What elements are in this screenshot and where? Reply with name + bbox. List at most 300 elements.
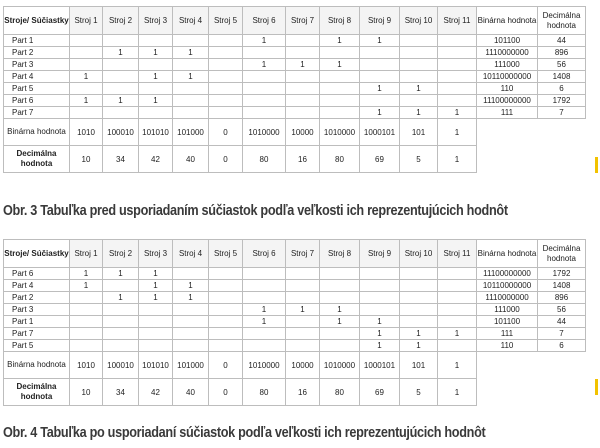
matrix-cell	[286, 95, 320, 107]
matrix-cell	[103, 35, 139, 47]
binary-total: 101000	[173, 119, 209, 146]
column-header: Stroj 5	[209, 7, 243, 35]
matrix-cell	[173, 316, 209, 328]
matrix-cell: 1	[103, 268, 139, 280]
binary-total: 101	[400, 352, 438, 379]
matrix-cell	[243, 268, 286, 280]
figure-3-caption: Obr. 3 Tabuľka pred usporiadaním súčiastok podľa veľkosti ich reprezentujúcich hodnôt	[3, 203, 508, 219]
decimal-value: 1792	[538, 95, 586, 107]
matrix-cell	[360, 280, 400, 292]
matrix-cell	[209, 83, 243, 95]
matrix-cell: 1	[139, 268, 173, 280]
matrix-cell	[70, 47, 103, 59]
decimal-value: 7	[538, 328, 586, 340]
matrix-cell	[209, 107, 243, 119]
matrix-cell	[209, 328, 243, 340]
matrix-cell	[438, 268, 477, 280]
matrix-cell	[173, 340, 209, 352]
matrix-cell	[438, 340, 477, 352]
column-header: Stroj 9	[360, 240, 400, 268]
decimal-total: 5	[400, 379, 438, 406]
decimal-total: 1	[438, 146, 477, 173]
binary-total: 10000	[286, 352, 320, 379]
matrix-cell	[320, 292, 360, 304]
matrix-cell	[286, 316, 320, 328]
matrix-cell: 1	[70, 95, 103, 107]
decimal-total: 80	[243, 146, 286, 173]
row-label: Part 7	[4, 328, 70, 340]
matrix-cell	[209, 59, 243, 71]
binary-row	[4, 352, 586, 379]
decimal-total: 0	[209, 146, 243, 173]
matrix-cell: 1	[139, 47, 173, 59]
decimal-total: 80	[243, 379, 286, 406]
matrix-cell	[286, 107, 320, 119]
figure-4-caption: Obr. 4 Tabuľka po usporiadaní súčiastok podľa veľkosti ich reprezentujúcich hodnôt	[3, 425, 486, 441]
matrix-cell	[360, 304, 400, 316]
decimal-total: 34	[103, 146, 139, 173]
binary-header: Binárna hodnota	[477, 240, 538, 268]
binary-total: 1000101	[360, 119, 400, 146]
matrix-cell	[139, 328, 173, 340]
column-header: Stroj 8	[320, 7, 360, 35]
table-row	[4, 292, 586, 304]
column-header: Stroj 1	[70, 7, 103, 35]
matrix-cell	[209, 280, 243, 292]
matrix-cell	[103, 340, 139, 352]
table-row	[4, 83, 586, 95]
decimal-total: 80	[320, 146, 360, 173]
decimal-total: 16	[286, 146, 320, 173]
column-header: Stroj 7	[286, 240, 320, 268]
matrix-cell	[438, 280, 477, 292]
matrix-cell	[320, 280, 360, 292]
matrix-cell	[103, 83, 139, 95]
matrix-cell	[360, 95, 400, 107]
corner-header: Stroje/ Súčiastky	[4, 240, 70, 268]
matrix-cell	[400, 47, 438, 59]
row-label: Part 4	[4, 280, 70, 292]
matrix-cell	[438, 292, 477, 304]
matrix-cell	[360, 47, 400, 59]
matrix-cell	[438, 35, 477, 47]
matrix-cell	[103, 328, 139, 340]
column-header: Stroj 9	[360, 7, 400, 35]
binary-value: 110	[477, 83, 538, 95]
empty-cell	[477, 119, 586, 146]
matrix-cell	[173, 83, 209, 95]
row-label: Part 2	[4, 47, 70, 59]
matrix-cell	[209, 71, 243, 83]
table-row	[4, 268, 586, 280]
table-row	[4, 316, 586, 328]
binary-value: 111	[477, 328, 538, 340]
matrix-cell	[320, 47, 360, 59]
matrix-cell	[70, 83, 103, 95]
matrix-cell	[400, 268, 438, 280]
decimal-total: 40	[173, 146, 209, 173]
matrix-cell	[139, 304, 173, 316]
matrix-cell: 1	[173, 71, 209, 83]
matrix-cell	[286, 340, 320, 352]
row-label: Part 3	[4, 59, 70, 71]
column-header: Stroj 2	[103, 7, 139, 35]
matrix-cell	[400, 292, 438, 304]
matrix-cell	[438, 59, 477, 71]
table-before-sort	[3, 6, 586, 173]
matrix-cell	[209, 47, 243, 59]
matrix-cell	[286, 71, 320, 83]
matrix-cell: 1	[139, 292, 173, 304]
column-header: Stroj 6	[243, 7, 286, 35]
matrix-cell: 1	[70, 268, 103, 280]
matrix-cell	[243, 328, 286, 340]
matrix-cell	[173, 304, 209, 316]
matrix-cell	[243, 95, 286, 107]
column-header: Stroj 2	[103, 240, 139, 268]
binary-row-label: Binárna hodnota	[4, 352, 70, 379]
decimal-total: 1	[438, 379, 477, 406]
decimal-header: Decimálna hodnota	[538, 7, 586, 35]
matrix-cell: 1	[320, 59, 360, 71]
matrix-cell	[103, 316, 139, 328]
matrix-cell	[286, 83, 320, 95]
matrix-cell	[70, 59, 103, 71]
decimal-value: 896	[538, 292, 586, 304]
matrix-cell	[400, 304, 438, 316]
binary-value: 101100	[477, 316, 538, 328]
decimal-total: 0	[209, 379, 243, 406]
table-row	[4, 328, 586, 340]
matrix-cell	[70, 35, 103, 47]
matrix-cell	[70, 316, 103, 328]
matrix-cell	[70, 107, 103, 119]
decimal-value: 6	[538, 83, 586, 95]
decimal-total: 10	[70, 146, 103, 173]
row-label: Part 6	[4, 268, 70, 280]
matrix-cell	[286, 47, 320, 59]
matrix-cell	[438, 95, 477, 107]
binary-total: 101010	[139, 352, 173, 379]
row-label: Part 7	[4, 107, 70, 119]
column-header: Stroj 4	[173, 7, 209, 35]
decimal-value: 44	[538, 316, 586, 328]
decimal-value: 1792	[538, 268, 586, 280]
column-header: Stroj 4	[173, 240, 209, 268]
binary-total: 10000	[286, 119, 320, 146]
matrix-cell	[209, 268, 243, 280]
binary-value: 111000	[477, 304, 538, 316]
decimal-total: 10	[70, 379, 103, 406]
matrix-cell: 1	[360, 340, 400, 352]
matrix-cell	[103, 107, 139, 119]
matrix-cell: 1	[243, 316, 286, 328]
matrix-cell	[438, 316, 477, 328]
decimal-total: 80	[320, 379, 360, 406]
decimal-total: 42	[139, 379, 173, 406]
decimal-value: 56	[538, 304, 586, 316]
matrix-cell	[209, 316, 243, 328]
binary-total: 1010	[70, 119, 103, 146]
matrix-cell: 1	[400, 340, 438, 352]
table-row	[4, 59, 586, 71]
matrix-cell	[209, 35, 243, 47]
table-row	[4, 340, 586, 352]
corner-header: Stroje/ Súčiastky	[4, 7, 70, 35]
row-label: Part 1	[4, 35, 70, 47]
matrix-cell	[243, 107, 286, 119]
matrix-cell	[243, 71, 286, 83]
decimal-value: 1408	[538, 71, 586, 83]
matrix-cell: 1	[103, 292, 139, 304]
row-label: Part 5	[4, 340, 70, 352]
matrix-cell: 1	[243, 304, 286, 316]
matrix-cell: 1	[286, 59, 320, 71]
matrix-cell	[400, 95, 438, 107]
decimal-value: 896	[538, 47, 586, 59]
matrix-cell: 1	[438, 328, 477, 340]
binary-total: 1	[438, 119, 477, 146]
matrix-cell: 1	[70, 71, 103, 83]
matrix-cell	[139, 340, 173, 352]
decimal-value: 1408	[538, 280, 586, 292]
binary-total: 101	[400, 119, 438, 146]
matrix-cell	[286, 268, 320, 280]
binary-value: 11100000000	[477, 268, 538, 280]
matrix-cell	[103, 304, 139, 316]
matrix-cell	[209, 95, 243, 107]
matrix-cell	[400, 71, 438, 83]
matrix-cell: 1	[320, 316, 360, 328]
column-header: Stroj 10	[400, 7, 438, 35]
decimal-row-label: Decimálna hodnota	[4, 379, 70, 406]
column-header: Stroj 3	[139, 7, 173, 35]
table-row	[4, 280, 586, 292]
matrix-cell	[103, 59, 139, 71]
matrix-cell	[320, 95, 360, 107]
binary-value: 11100000000	[477, 95, 538, 107]
binary-total: 1010000	[320, 119, 360, 146]
matrix-cell	[70, 328, 103, 340]
binary-total: 0	[209, 119, 243, 146]
decimal-total: 40	[173, 379, 209, 406]
matrix-cell	[320, 107, 360, 119]
matrix-cell	[286, 280, 320, 292]
matrix-cell	[173, 59, 209, 71]
binary-row	[4, 119, 586, 146]
matrix-cell	[139, 316, 173, 328]
column-header: Stroj 6	[243, 240, 286, 268]
matrix-cell	[70, 304, 103, 316]
decimal-total: 16	[286, 379, 320, 406]
matrix-cell	[360, 292, 400, 304]
matrix-cell	[438, 47, 477, 59]
matrix-cell: 1	[400, 328, 438, 340]
matrix-cell	[139, 83, 173, 95]
matrix-cell	[139, 35, 173, 47]
matrix-cell	[400, 35, 438, 47]
matrix-cell	[173, 268, 209, 280]
matrix-cell	[286, 328, 320, 340]
matrix-cell	[243, 47, 286, 59]
table-row	[4, 304, 586, 316]
matrix-cell: 1	[139, 71, 173, 83]
decimal-total: 69	[360, 146, 400, 173]
matrix-cell: 1	[320, 35, 360, 47]
matrix-cell	[400, 280, 438, 292]
matrix-cell: 1	[400, 107, 438, 119]
header-row	[4, 7, 586, 35]
matrix-cell	[139, 107, 173, 119]
table-row	[4, 95, 586, 107]
row-label: Part 3	[4, 304, 70, 316]
row-label: Part 4	[4, 71, 70, 83]
matrix-cell: 1	[360, 107, 400, 119]
matrix-cell	[360, 71, 400, 83]
decimal-value: 56	[538, 59, 586, 71]
matrix-cell: 1	[139, 280, 173, 292]
matrix-cell	[209, 340, 243, 352]
matrix-cell	[173, 35, 209, 47]
decimal-total: 69	[360, 379, 400, 406]
column-header: Stroj 11	[438, 7, 477, 35]
row-label: Part 2	[4, 292, 70, 304]
matrix-cell	[209, 292, 243, 304]
column-header: Stroj 10	[400, 240, 438, 268]
binary-total: 101000	[173, 352, 209, 379]
decimal-value: 44	[538, 35, 586, 47]
matrix-cell	[320, 340, 360, 352]
binary-total: 100010	[103, 119, 139, 146]
decimal-total: 34	[103, 379, 139, 406]
empty-cell	[477, 352, 586, 379]
matrix-cell	[400, 316, 438, 328]
matrix-cell	[173, 107, 209, 119]
matrix-cell: 1	[103, 95, 139, 107]
binary-total: 1010000	[243, 352, 286, 379]
matrix-cell: 1	[320, 304, 360, 316]
table-row	[4, 71, 586, 83]
decimal-row	[4, 379, 586, 406]
decimal-value: 7	[538, 107, 586, 119]
decimal-total: 5	[400, 146, 438, 173]
matrix-cell: 1	[103, 47, 139, 59]
matrix-cell	[243, 83, 286, 95]
binary-value: 101100	[477, 35, 538, 47]
decimal-value: 6	[538, 340, 586, 352]
matrix-cell	[320, 83, 360, 95]
table-row	[4, 107, 586, 119]
edge-marker	[595, 157, 598, 173]
binary-total: 100010	[103, 352, 139, 379]
decimal-row-label: Decimálna hodnota	[4, 146, 70, 173]
matrix-cell: 1	[400, 83, 438, 95]
binary-value: 111	[477, 107, 538, 119]
matrix-cell: 1	[173, 280, 209, 292]
decimal-total: 42	[139, 146, 173, 173]
matrix-cell	[320, 71, 360, 83]
binary-value: 10110000000	[477, 280, 538, 292]
binary-total: 1010	[70, 352, 103, 379]
matrix-cell: 1	[438, 107, 477, 119]
matrix-cell: 1	[173, 47, 209, 59]
matrix-cell	[103, 280, 139, 292]
matrix-cell	[173, 95, 209, 107]
empty-cell	[477, 379, 586, 406]
binary-total: 1	[438, 352, 477, 379]
matrix-cell: 1	[360, 328, 400, 340]
matrix-cell	[243, 292, 286, 304]
binary-total: 1010000	[243, 119, 286, 146]
binary-value: 1110000000	[477, 292, 538, 304]
binary-value: 1110000000	[477, 47, 538, 59]
matrix-cell	[320, 328, 360, 340]
matrix-cell: 1	[243, 59, 286, 71]
binary-value: 110	[477, 340, 538, 352]
table-row	[4, 35, 586, 47]
matrix-cell	[400, 59, 438, 71]
binary-total: 101010	[139, 119, 173, 146]
decimal-row	[4, 146, 586, 173]
matrix-cell: 1	[360, 35, 400, 47]
matrix-cell: 1	[360, 83, 400, 95]
column-header: Stroj 1	[70, 240, 103, 268]
matrix-cell	[438, 71, 477, 83]
matrix-cell	[360, 268, 400, 280]
matrix-cell	[286, 292, 320, 304]
binary-total: 1010000	[320, 352, 360, 379]
binary-value: 111000	[477, 59, 538, 71]
empty-cell	[477, 146, 586, 173]
matrix-cell	[438, 83, 477, 95]
matrix-cell	[209, 304, 243, 316]
row-label: Part 5	[4, 83, 70, 95]
edge-marker	[595, 379, 598, 395]
matrix-cell: 1	[139, 95, 173, 107]
decimal-header: Decimálna hodnota	[538, 240, 586, 268]
row-label: Part 6	[4, 95, 70, 107]
matrix-cell	[360, 59, 400, 71]
header-row	[4, 240, 586, 268]
row-label: Part 1	[4, 316, 70, 328]
matrix-cell	[243, 280, 286, 292]
matrix-cell	[70, 292, 103, 304]
column-header: Stroj 8	[320, 240, 360, 268]
matrix-cell	[438, 304, 477, 316]
matrix-cell: 1	[70, 280, 103, 292]
column-header: Stroj 7	[286, 7, 320, 35]
binary-total: 1000101	[360, 352, 400, 379]
binary-total: 0	[209, 352, 243, 379]
matrix-cell	[70, 340, 103, 352]
binary-header: Binárna hodnota	[477, 7, 538, 35]
matrix-cell	[173, 328, 209, 340]
matrix-cell	[139, 59, 173, 71]
binary-row-label: Binárna hodnota	[4, 119, 70, 146]
column-header: Stroj 3	[139, 240, 173, 268]
matrix-cell: 1	[173, 292, 209, 304]
figure-3	[3, 6, 586, 173]
figure-4	[3, 239, 586, 406]
matrix-cell: 1	[286, 304, 320, 316]
matrix-cell	[103, 71, 139, 83]
column-header: Stroj 11	[438, 240, 477, 268]
matrix-cell: 1	[243, 35, 286, 47]
matrix-cell	[243, 340, 286, 352]
binary-value: 10110000000	[477, 71, 538, 83]
table-after-sort	[3, 239, 586, 406]
matrix-cell: 1	[360, 316, 400, 328]
